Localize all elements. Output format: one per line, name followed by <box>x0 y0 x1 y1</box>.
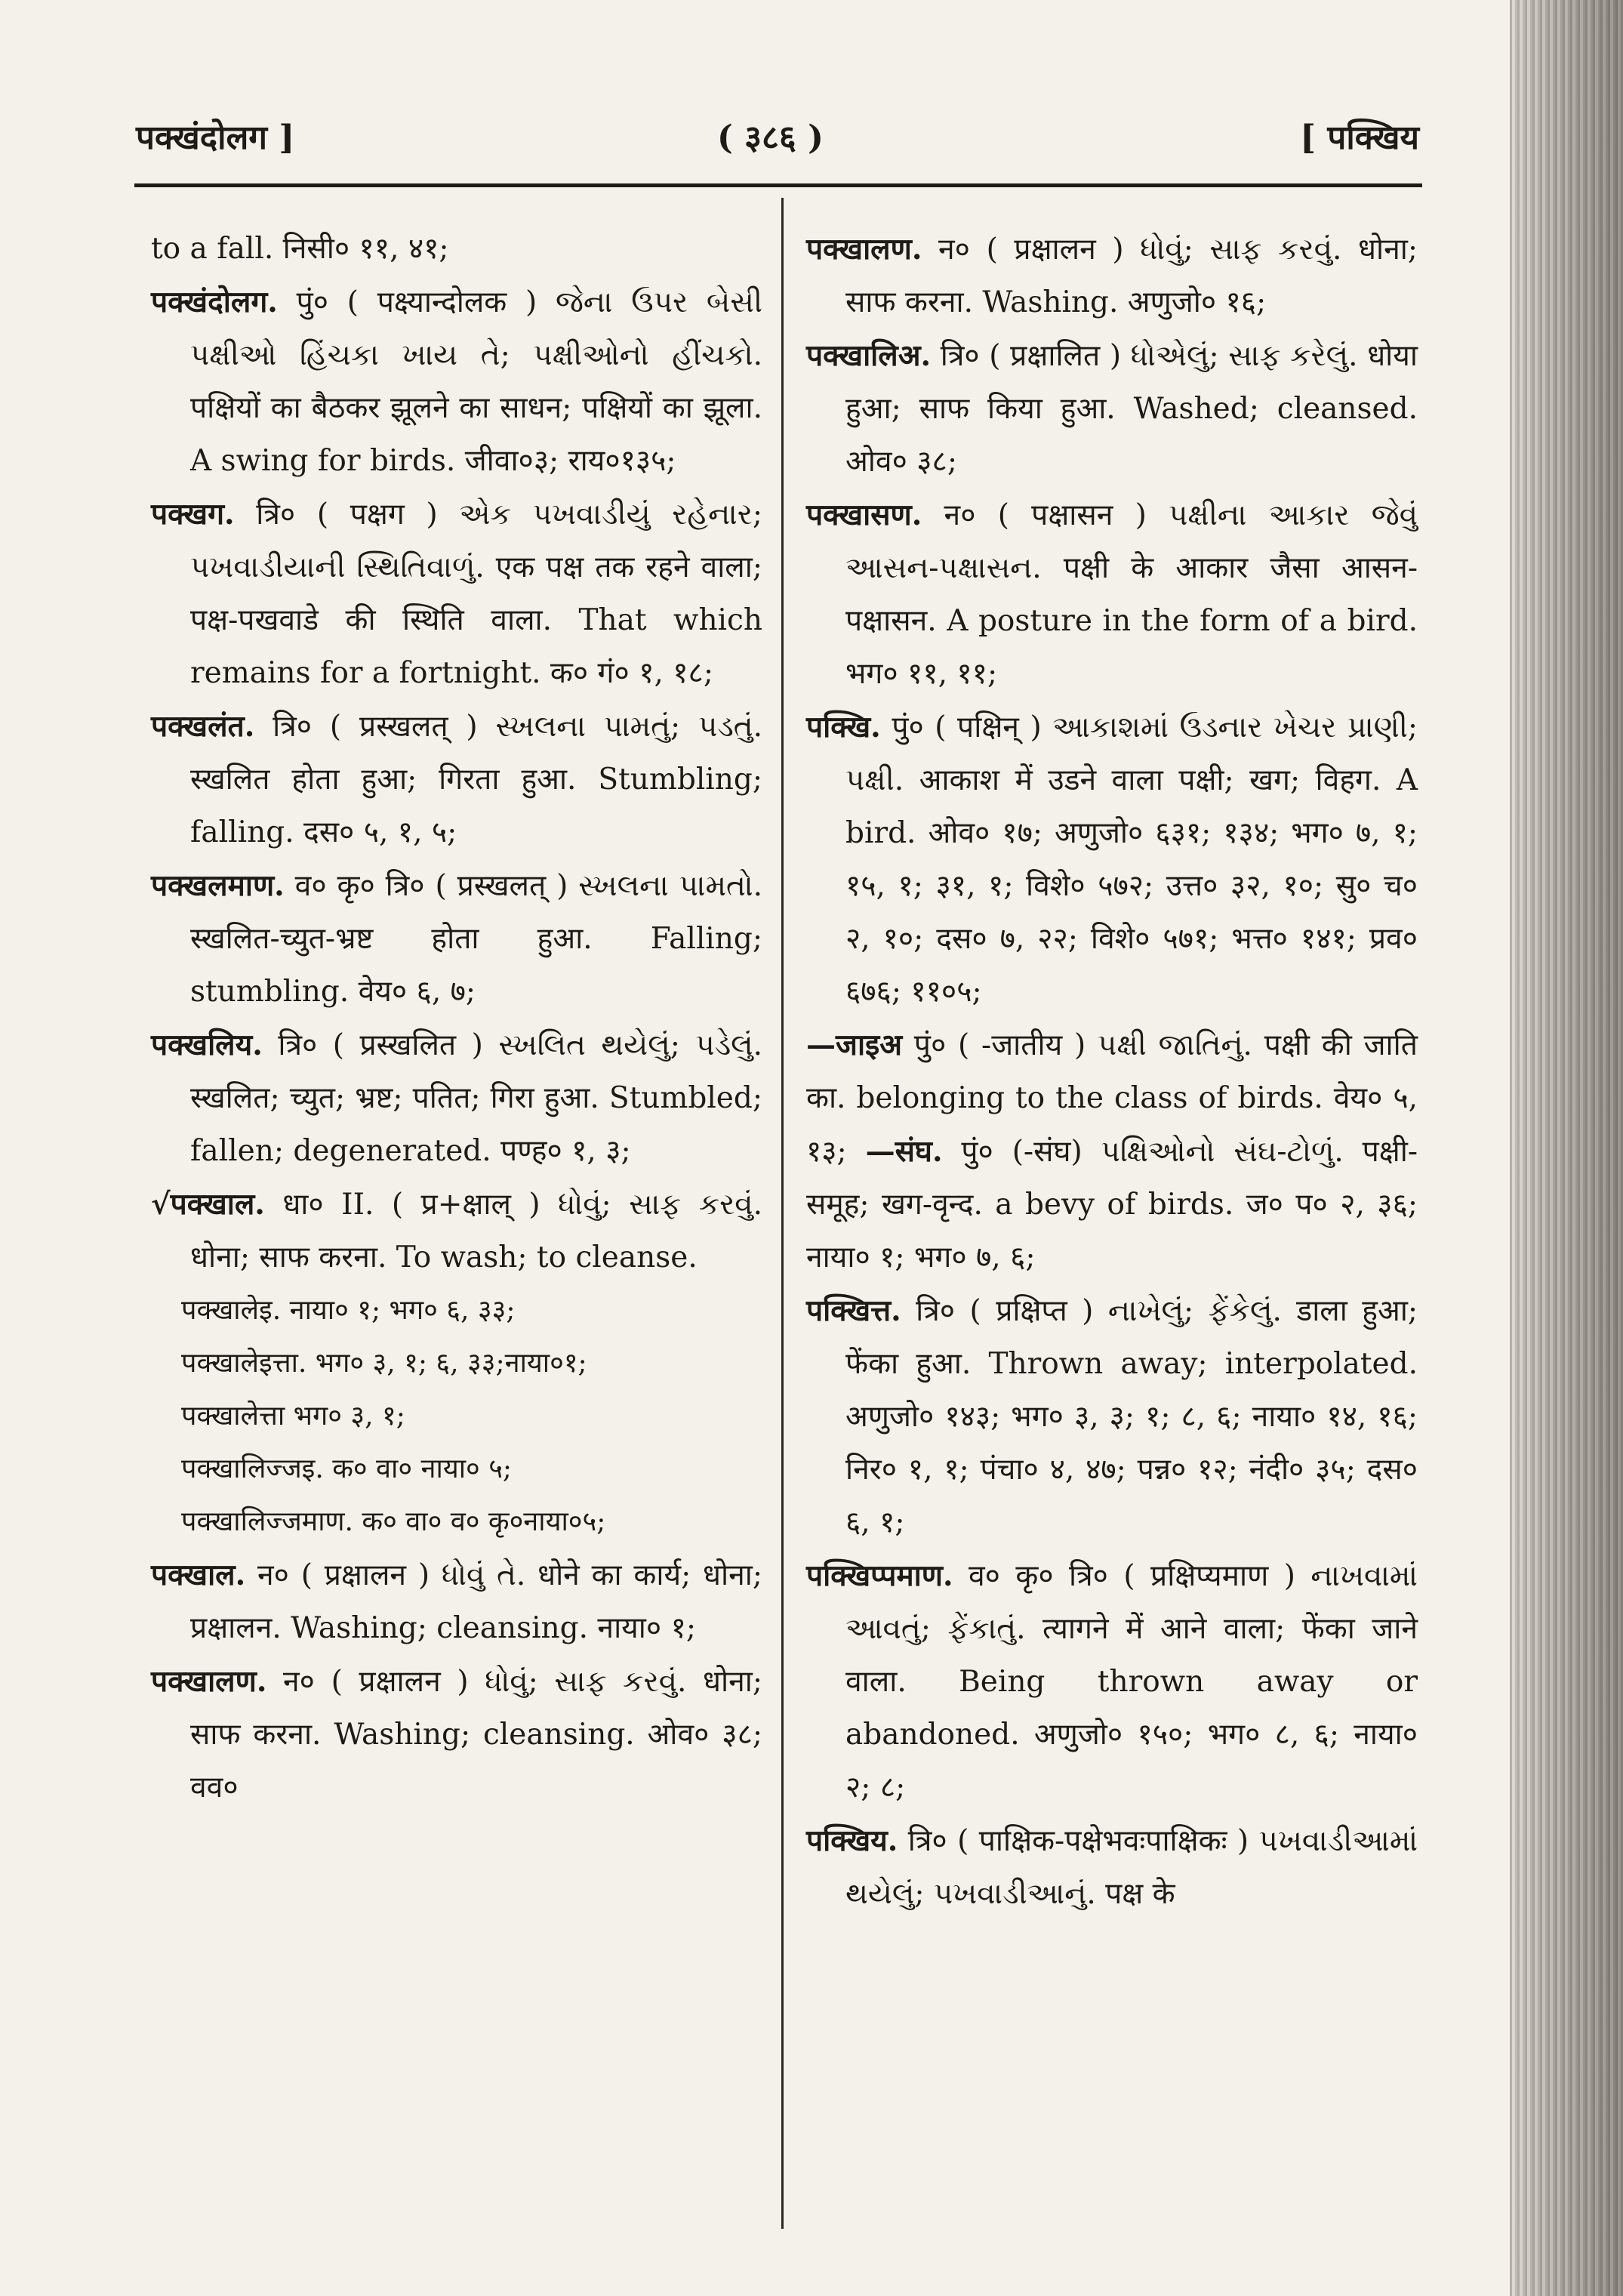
sub-headword: —संघ. <box>865 1134 943 1169</box>
inflection-line <box>151 1284 762 1337</box>
page-number: ( ३८६ ) <box>717 119 824 157</box>
definition-text: पुं० ( पक्ष्यान्दोलक ) જેના ઉપર બેસી પક્ષીઓ હિંચકા ખાય તે; પક્ષીઓનો હીંચકો. पक्षियों का बैठकर झूलने का साधन; पक्षियों का झूला. A swing for birds. जीवा०३; राय०१३५; <box>190 285 762 478</box>
dictionary-entry <box>151 1178 762 1284</box>
definition-text: त्रि० ( प्रक्षिप्त ) નાખેલું; ફેંકેલું. डाला हुआ; फेंका हुआ. Thrown away; interpolated. अणुजो० १४३; भग० ३, ३; १; ८, ६; नाया० १४, १६; निर० १, १; पंचा० ४, ४७; पन्न० १२; नंदी० ३५; दस० ६, १; <box>845 1294 1418 1539</box>
entry-continuation <box>806 1019 1418 1284</box>
headword: पक्खलमाण. <box>151 868 285 903</box>
page-edge-shadow <box>1510 0 1623 2296</box>
dictionary-entry <box>151 276 762 488</box>
dictionary-entry <box>806 1549 1418 1814</box>
definition-text: त्रि० ( प्रस्खलित ) સ્ખલિત થયેલું; પડેલું. स्खलित; च्युत; भ्रष्ट; पतित; गिरा हुआ. Stumbled; fallen; degenerated. पण्ह० १, ३; <box>190 1028 762 1168</box>
headword: पक्खासण. <box>806 498 922 532</box>
dictionary-entry <box>151 700 762 859</box>
definition-text: त्रि० ( प्रक्षालित ) ધોએલું; સાફ કરેલું. धोया हुआ; साफ किया हुआ. Washed; cleansed. ओव० ३८; <box>845 339 1418 479</box>
definition-text: त्रि० ( प्रस्खलत् ) સ્ખલના પામતું; પડતું. स्खलित होता हुआ; गिरता हुआ. Stumbling; falling. दस० ५, १, ५; <box>190 710 762 849</box>
definition-text: व० कृ० त्रि० ( प्रक्षिप्यमाण ) નાખવામાં આવતું; ફેંકાતું. त्यागने में आने वाला; फेंका जाने वाला. Being thrown away or abandoned. अणुजो० १५०; भग० ८, ६; नाया० २; ८; <box>845 1559 1418 1804</box>
definition-text: पुं० ( -जातीय ) પક્ષી જાતિનું. पक्षी की जाति का. belonging to the class of birds. वेय० ५, १३; <box>806 1028 1418 1169</box>
inflection-line <box>151 1443 762 1496</box>
headword: पक्खलंत. <box>151 709 255 744</box>
check-mark: √ <box>151 1187 171 1222</box>
inflection-line <box>151 1390 762 1443</box>
definition-text: धा० II. ( प्र+क्षाल् ) ધોવું; સાફ કરવું. धोना; साफ करना. To wash; to cleanse. <box>190 1188 762 1274</box>
headword: पक्खालिअ. <box>806 338 932 373</box>
headword: पक्खिप्पमाण. <box>806 1558 953 1593</box>
dictionary-entry <box>151 1019 762 1178</box>
definition-text: न० ( प्रक्षालन ) ધોવું; સાફ કરવું. धोना; साफ करना. Washing. अणुजो० १६; <box>845 233 1418 319</box>
inflection-line <box>151 1337 762 1390</box>
headword: पक्खलिय. <box>151 1028 263 1062</box>
left-column <box>151 223 762 1814</box>
header-left-guideword: पक्खंदोलग ] <box>136 119 295 157</box>
dictionary-entry <box>151 1549 762 1655</box>
running-header <box>136 106 1419 166</box>
dictionary-entry <box>806 329 1418 488</box>
right-column <box>806 223 1418 1921</box>
dictionary-entry <box>806 1814 1418 1921</box>
definition-text: पक्खालेइ. नाया० १; भग० ६, ३३; <box>181 1295 516 1326</box>
definition-text: न० ( प्रक्षालन ) ધોવું; સાફ કરવું. धोना; साफ करना. Washing; cleansing. ओव० ३८; वव० <box>190 1665 762 1804</box>
headword: पक्खाल. <box>170 1187 265 1222</box>
definition-text: पुं० ( पक्षिन् ) આકાશમાં ઉડનાર ખેચર પ્રાણી; પક્ષી. आकाश में उडने वाला पक्षी; खग; विहग. A bird. ओव० १७; अणुजो० ६३१; १३४; भग० ७, १; १५, १; ३१, १; विशे० ५७२; उत्त० ३२, १०; सु० च० २, १०; दस० ७, २२; विशे० ५७१; भत्त० १४१; प्रव० ६७६; ११०५; <box>845 710 1418 1009</box>
entry-continuation <box>151 223 762 276</box>
dictionary-entry <box>806 701 1418 1019</box>
column-divider <box>781 198 784 2229</box>
dictionary-entry <box>806 488 1418 701</box>
inflection-line <box>151 1496 762 1549</box>
headword: पक्खिय. <box>806 1823 898 1858</box>
definition-text: पुं० (-संघ) પક્ષિઓનો સંઘ-ટોળું. पक्षी-समूह; खग-वृन्द. a bevy of birds. ज० प० २, ३६; नाया० १; भग० ७, ६; <box>806 1135 1418 1274</box>
header-rule <box>134 183 1422 187</box>
headword: पक्खाल. <box>151 1558 246 1592</box>
dictionary-entry <box>151 859 762 1019</box>
headword: पक्खि. <box>806 710 881 744</box>
headword: पक्खालण. <box>806 232 922 267</box>
dictionary-entry <box>806 1284 1418 1549</box>
headword: पक्खित्त. <box>806 1293 901 1328</box>
definition-text: व० कृ० त्रि० ( प्रस्खलत् ) સ્ખલના પામતો. स्खलित-च्युत-भ्रष्ट होता हुआ. Falling; stumbling. वेय० ६, ७; <box>190 869 762 1009</box>
headword: पक्खालण. <box>151 1664 267 1699</box>
dictionary-entry <box>151 488 762 700</box>
definition-text: पक्खालिज्जइ. क० वा० नाया० ५; <box>181 1453 513 1484</box>
headword: —जाइअ <box>806 1028 902 1062</box>
dictionary-entry <box>151 1655 762 1814</box>
definition-text: त्रि० ( पक्षग ) એક પખવાડીયું રહેનાર; પખવાડીયાની સ્થિતિવાળું. एक पक्ष तक रहने वाला; पक्ष-पखवाडे की स्थिति वाला. That which remains for a fortnight. क० गं० १, १८; <box>190 498 762 690</box>
definition-text: त्रि० ( पाक्षिक-पक्षेभवःपाक्षिकः ) પખવાડીઆમાં થયેલું; પખવાડીઆનું. पक्ष के <box>845 1824 1418 1911</box>
headword: पक्खग. <box>151 497 235 532</box>
definition-text: पक्खालेत्ता भग० ३, १; <box>181 1401 405 1432</box>
definition-text: पक्खालिज्जमाण. क० वा० व० कृ०नाया०५; <box>181 1506 606 1537</box>
dictionary-entry <box>806 223 1418 329</box>
definition-text: पक्खालेइत्ता. भग० ३, १; ६, ३३;नाया०१; <box>181 1348 587 1379</box>
header-right-guideword: [ पक्खिय <box>1300 119 1419 157</box>
definition-text: न० ( पक्षासन ) પક્ષીના આકાર જેવું આસન-પક્ષાસન. पक्षी के आकार जैसा आसन-पक्षासन. A posture in the form of a bird. भग० ११, ११; <box>845 498 1418 691</box>
headword: पक्खंदोलग. <box>151 285 278 319</box>
definition-text: to a fall. निसी० ११, ४१; <box>151 232 449 266</box>
definition-text: न० ( प्रक्षालन ) ધોવું તે. धोने का कार्य; धोना; प्रक्षालन. Washing; cleansing. नाया० १; <box>190 1558 762 1645</box>
